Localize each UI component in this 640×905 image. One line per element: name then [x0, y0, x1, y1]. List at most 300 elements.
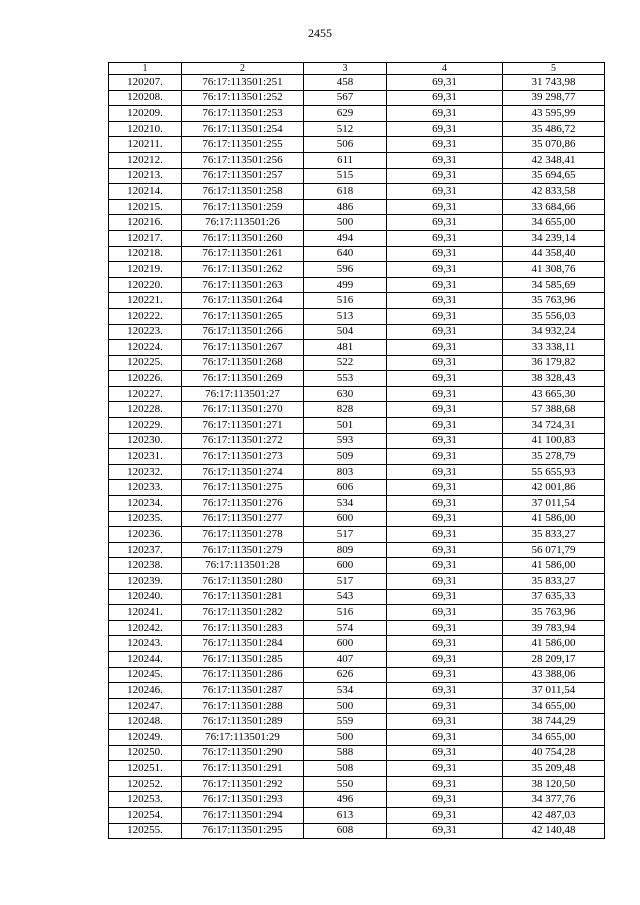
- cadastral-number-cell: 76:17:113501:276: [182, 496, 304, 512]
- rate-cell: 69,31: [387, 527, 503, 543]
- table-row: [109, 620, 605, 636]
- rate-cell: 69,31: [387, 792, 503, 808]
- cadastral-number-cell: 76:17:113501:286: [182, 667, 304, 683]
- cadastral-number-cell: 76:17:113501:258: [182, 184, 304, 200]
- cadastral-number-cell: 76:17:113501:254: [182, 121, 304, 137]
- table-row: [109, 449, 605, 465]
- rate-cell: 69,31: [387, 433, 503, 449]
- table-row: [109, 792, 605, 808]
- rate-cell: 69,31: [387, 371, 503, 387]
- amount-cell: 43 595,99: [503, 106, 605, 122]
- table-row: [109, 714, 605, 730]
- area-cell: 512: [304, 121, 387, 137]
- cadastral-number-cell: 76:17:113501:271: [182, 418, 304, 434]
- area-cell: 828: [304, 402, 387, 418]
- rate-cell: 69,31: [387, 729, 503, 745]
- table-row: [109, 121, 605, 137]
- amount-cell: 41 586,00: [503, 636, 605, 652]
- table-row: [109, 168, 605, 184]
- rate-cell: 69,31: [387, 277, 503, 293]
- amount-cell: 56 071,79: [503, 542, 605, 558]
- row-number-cell: 120213.: [109, 168, 182, 184]
- rate-cell: 69,31: [387, 75, 503, 91]
- amount-cell: 34 585,69: [503, 277, 605, 293]
- area-cell: 513: [304, 308, 387, 324]
- amount-cell: 38 744,29: [503, 714, 605, 730]
- amount-cell: 33 684,66: [503, 199, 605, 215]
- rate-cell: 69,31: [387, 418, 503, 434]
- row-number-cell: 120247.: [109, 698, 182, 714]
- amount-cell: 38 120,50: [503, 776, 605, 792]
- row-number-cell: 120237.: [109, 542, 182, 558]
- amount-cell: 34 655,00: [503, 215, 605, 231]
- row-number-cell: 120210.: [109, 121, 182, 137]
- cadastral-number-cell: 76:17:113501:292: [182, 776, 304, 792]
- row-number-cell: 120218.: [109, 246, 182, 262]
- area-cell: 600: [304, 511, 387, 527]
- row-number-cell: 120243.: [109, 636, 182, 652]
- amount-cell: 31 743,98: [503, 75, 605, 91]
- table-row: [109, 262, 605, 278]
- row-number-cell: 120229.: [109, 418, 182, 434]
- rate-cell: 69,31: [387, 683, 503, 699]
- table-row: [109, 574, 605, 590]
- row-number-cell: 120253.: [109, 792, 182, 808]
- table-row: [109, 106, 605, 122]
- cadastral-number-cell: 76:17:113501:273: [182, 449, 304, 465]
- amount-cell: 34 239,14: [503, 230, 605, 246]
- row-number-cell: 120239.: [109, 574, 182, 590]
- amount-cell: 34 724,31: [503, 418, 605, 434]
- rate-cell: 69,31: [387, 137, 503, 153]
- row-number-cell: 120252.: [109, 776, 182, 792]
- rate-cell: 69,31: [387, 152, 503, 168]
- area-cell: 481: [304, 340, 387, 356]
- area-cell: 534: [304, 683, 387, 699]
- rate-cell: 69,31: [387, 667, 503, 683]
- cadastral-number-cell: 76:17:113501:28: [182, 558, 304, 574]
- table-row: [109, 433, 605, 449]
- row-number-cell: 120217.: [109, 230, 182, 246]
- amount-cell: 36 179,82: [503, 355, 605, 371]
- row-number-cell: 120223.: [109, 324, 182, 340]
- table-row: [109, 651, 605, 667]
- rate-cell: 69,31: [387, 761, 503, 777]
- rate-cell: 69,31: [387, 464, 503, 480]
- table-row: [109, 371, 605, 387]
- row-number-cell: 120225.: [109, 355, 182, 371]
- cadastral-number-cell: 76:17:113501:279: [182, 542, 304, 558]
- cadastral-number-cell: 76:17:113501:26: [182, 215, 304, 231]
- table-row: [109, 340, 605, 356]
- cadastral-number-cell: 76:17:113501:274: [182, 464, 304, 480]
- table-row: [109, 75, 605, 91]
- table-row: [109, 464, 605, 480]
- amount-cell: 28 209,17: [503, 651, 605, 667]
- cadastral-number-cell: 76:17:113501:257: [182, 168, 304, 184]
- area-cell: 600: [304, 558, 387, 574]
- table-body: [109, 75, 605, 839]
- area-cell: 517: [304, 527, 387, 543]
- area-cell: 629: [304, 106, 387, 122]
- table-row: [109, 152, 605, 168]
- area-cell: 606: [304, 480, 387, 496]
- area-cell: 567: [304, 90, 387, 106]
- row-number-cell: 120248.: [109, 714, 182, 730]
- table-row: [109, 402, 605, 418]
- area-cell: 500: [304, 729, 387, 745]
- table-row: [109, 542, 605, 558]
- rate-cell: 69,31: [387, 714, 503, 730]
- area-cell: 618: [304, 184, 387, 200]
- row-number-cell: 120254.: [109, 807, 182, 823]
- rate-cell: 69,31: [387, 605, 503, 621]
- column-header: 5: [503, 63, 605, 75]
- amount-cell: 42 487,03: [503, 807, 605, 823]
- rate-cell: 69,31: [387, 745, 503, 761]
- rate-cell: 69,31: [387, 168, 503, 184]
- area-cell: 553: [304, 371, 387, 387]
- rate-cell: 69,31: [387, 558, 503, 574]
- table-row: [109, 386, 605, 402]
- amount-cell: 41 308,76: [503, 262, 605, 278]
- cadastral-number-cell: 76:17:113501:280: [182, 574, 304, 590]
- amount-cell: 35 763,96: [503, 293, 605, 309]
- row-number-cell: 120246.: [109, 683, 182, 699]
- area-cell: 458: [304, 75, 387, 91]
- table-row: [109, 776, 605, 792]
- cadastral-number-cell: 76:17:113501:253: [182, 106, 304, 122]
- rate-cell: 69,31: [387, 402, 503, 418]
- amount-cell: 42 001,86: [503, 480, 605, 496]
- amount-cell: 37 011,54: [503, 683, 605, 699]
- rate-cell: 69,31: [387, 90, 503, 106]
- row-number-cell: 120231.: [109, 449, 182, 465]
- amount-cell: 35 833,27: [503, 527, 605, 543]
- column-header: 2: [182, 63, 304, 75]
- row-number-cell: 120255.: [109, 823, 182, 839]
- rate-cell: 69,31: [387, 246, 503, 262]
- cadastral-number-cell: 76:17:113501:27: [182, 386, 304, 402]
- amount-cell: 34 655,00: [503, 729, 605, 745]
- cadastral-number-cell: 76:17:113501:275: [182, 480, 304, 496]
- amount-cell: 41 100,83: [503, 433, 605, 449]
- area-cell: 496: [304, 792, 387, 808]
- area-cell: 550: [304, 776, 387, 792]
- cadastral-number-cell: 76:17:113501:268: [182, 355, 304, 371]
- rate-cell: 69,31: [387, 293, 503, 309]
- rate-cell: 69,31: [387, 823, 503, 839]
- cadastral-number-cell: 76:17:113501:289: [182, 714, 304, 730]
- row-number-cell: 120236.: [109, 527, 182, 543]
- table-row: [109, 745, 605, 761]
- cadastral-number-cell: 76:17:113501:288: [182, 698, 304, 714]
- row-number-cell: 120240.: [109, 589, 182, 605]
- table-row: [109, 558, 605, 574]
- row-number-cell: 120222.: [109, 308, 182, 324]
- table-row: [109, 480, 605, 496]
- cadastral-number-cell: 76:17:113501:278: [182, 527, 304, 543]
- amount-cell: 35 694,65: [503, 168, 605, 184]
- amount-cell: 34 655,00: [503, 698, 605, 714]
- cadastral-number-cell: 76:17:113501:295: [182, 823, 304, 839]
- rate-cell: 69,31: [387, 386, 503, 402]
- table-row: [109, 293, 605, 309]
- row-number-cell: 120249.: [109, 729, 182, 745]
- amount-cell: 34 377,76: [503, 792, 605, 808]
- cadastral-number-cell: 76:17:113501:293: [182, 792, 304, 808]
- row-number-cell: 120207.: [109, 75, 182, 91]
- amount-cell: 38 328,43: [503, 371, 605, 387]
- rate-cell: 69,31: [387, 355, 503, 371]
- table-row: [109, 683, 605, 699]
- row-number-cell: 120224.: [109, 340, 182, 356]
- cadastral-number-cell: 76:17:113501:270: [182, 402, 304, 418]
- area-cell: 500: [304, 215, 387, 231]
- row-number-cell: 120211.: [109, 137, 182, 153]
- rate-cell: 69,31: [387, 215, 503, 231]
- rate-cell: 69,31: [387, 480, 503, 496]
- row-number-cell: 120251.: [109, 761, 182, 777]
- rate-cell: 69,31: [387, 511, 503, 527]
- table-row: [109, 308, 605, 324]
- area-cell: 515: [304, 168, 387, 184]
- rate-cell: 69,31: [387, 807, 503, 823]
- rate-cell: 69,31: [387, 106, 503, 122]
- area-cell: 640: [304, 246, 387, 262]
- rate-cell: 69,31: [387, 542, 503, 558]
- cadastral-number-cell: 76:17:113501:281: [182, 589, 304, 605]
- row-number-cell: 120244.: [109, 651, 182, 667]
- row-number-cell: 120233.: [109, 480, 182, 496]
- cadastral-number-cell: 76:17:113501:262: [182, 262, 304, 278]
- area-cell: 543: [304, 589, 387, 605]
- amount-cell: 34 932,24: [503, 324, 605, 340]
- area-cell: 522: [304, 355, 387, 371]
- column-header: 1: [109, 63, 182, 75]
- rate-cell: 69,31: [387, 262, 503, 278]
- header-row: [109, 63, 605, 75]
- area-cell: 516: [304, 293, 387, 309]
- area-cell: 803: [304, 464, 387, 480]
- table-row: [109, 230, 605, 246]
- cadastral-number-cell: 76:17:113501:277: [182, 511, 304, 527]
- row-number-cell: 120238.: [109, 558, 182, 574]
- table-row: [109, 823, 605, 839]
- row-number-cell: 120215.: [109, 199, 182, 215]
- rate-cell: 69,31: [387, 620, 503, 636]
- rate-cell: 69,31: [387, 449, 503, 465]
- row-number-cell: 120242.: [109, 620, 182, 636]
- area-cell: 630: [304, 386, 387, 402]
- area-cell: 509: [304, 449, 387, 465]
- amount-cell: 55 655,93: [503, 464, 605, 480]
- amount-cell: 35 833,27: [503, 574, 605, 590]
- amount-cell: 44 358,40: [503, 246, 605, 262]
- area-cell: 501: [304, 418, 387, 434]
- rate-cell: 69,31: [387, 199, 503, 215]
- rate-cell: 69,31: [387, 121, 503, 137]
- rate-cell: 69,31: [387, 651, 503, 667]
- cadastral-number-cell: 76:17:113501:265: [182, 308, 304, 324]
- amount-cell: 43 388,06: [503, 667, 605, 683]
- amount-cell: 42 348,41: [503, 152, 605, 168]
- area-cell: 611: [304, 152, 387, 168]
- table-row: [109, 729, 605, 745]
- amount-cell: 42 833,58: [503, 184, 605, 200]
- cadastral-number-cell: 76:17:113501:283: [182, 620, 304, 636]
- row-number-cell: 120227.: [109, 386, 182, 402]
- table-row: [109, 277, 605, 293]
- amount-cell: 39 298,77: [503, 90, 605, 106]
- row-number-cell: 120230.: [109, 433, 182, 449]
- table-row: [109, 90, 605, 106]
- cadastral-number-cell: 76:17:113501:272: [182, 433, 304, 449]
- page-number: 2455: [308, 26, 332, 40]
- amount-cell: 37 011,54: [503, 496, 605, 512]
- table-row: [109, 184, 605, 200]
- cadastral-number-cell: 76:17:113501:255: [182, 137, 304, 153]
- cadastral-number-cell: 76:17:113501:294: [182, 807, 304, 823]
- amount-cell: 41 586,00: [503, 511, 605, 527]
- amount-cell: 35 486,72: [503, 121, 605, 137]
- amount-cell: 57 388,68: [503, 402, 605, 418]
- cadastral-number-cell: 76:17:113501:267: [182, 340, 304, 356]
- amount-cell: 35 556,03: [503, 308, 605, 324]
- table-row: [109, 589, 605, 605]
- row-number-cell: 120219.: [109, 262, 182, 278]
- area-cell: 500: [304, 698, 387, 714]
- column-header: 3: [304, 63, 387, 75]
- rate-cell: 69,31: [387, 574, 503, 590]
- area-cell: 626: [304, 667, 387, 683]
- area-cell: 588: [304, 745, 387, 761]
- amount-cell: 40 754,28: [503, 745, 605, 761]
- area-cell: 596: [304, 262, 387, 278]
- table-row: [109, 605, 605, 621]
- table-row: [109, 355, 605, 371]
- area-cell: 407: [304, 651, 387, 667]
- amount-cell: 35 070,86: [503, 137, 605, 153]
- rate-cell: 69,31: [387, 308, 503, 324]
- amount-cell: 33 338,11: [503, 340, 605, 356]
- area-cell: 517: [304, 574, 387, 590]
- cadastral-number-cell: 76:17:113501:251: [182, 75, 304, 91]
- row-number-cell: 120226.: [109, 371, 182, 387]
- area-cell: 499: [304, 277, 387, 293]
- row-number-cell: 120228.: [109, 402, 182, 418]
- amount-cell: 35 209,48: [503, 761, 605, 777]
- amount-cell: 43 665,30: [503, 386, 605, 402]
- area-cell: 600: [304, 636, 387, 652]
- amount-cell: 39 783,94: [503, 620, 605, 636]
- area-cell: 559: [304, 714, 387, 730]
- table-row: [109, 418, 605, 434]
- table-row: [109, 246, 605, 262]
- rate-cell: 69,31: [387, 184, 503, 200]
- cadastral-number-cell: 76:17:113501:261: [182, 246, 304, 262]
- cadastral-number-cell: 76:17:113501:269: [182, 371, 304, 387]
- rate-cell: 69,31: [387, 776, 503, 792]
- cadastral-number-cell: 76:17:113501:285: [182, 651, 304, 667]
- amount-cell: 35 763,96: [503, 605, 605, 621]
- row-number-cell: 120209.: [109, 106, 182, 122]
- cadastral-number-cell: 76:17:113501:29: [182, 729, 304, 745]
- cadastral-number-cell: 76:17:113501:263: [182, 277, 304, 293]
- table-row: [109, 807, 605, 823]
- rate-cell: 69,31: [387, 496, 503, 512]
- amount-cell: 41 586,00: [503, 558, 605, 574]
- table-header: [109, 63, 605, 75]
- table-row: [109, 636, 605, 652]
- table-row: [109, 761, 605, 777]
- amount-cell: 35 278,79: [503, 449, 605, 465]
- cadastral-number-cell: 76:17:113501:256: [182, 152, 304, 168]
- row-number-cell: 120221.: [109, 293, 182, 309]
- rate-cell: 69,31: [387, 636, 503, 652]
- rate-cell: 69,31: [387, 324, 503, 340]
- cadastral-number-cell: 76:17:113501:252: [182, 90, 304, 106]
- table-row: [109, 199, 605, 215]
- table-row: [109, 698, 605, 714]
- cadastral-number-cell: 76:17:113501:264: [182, 293, 304, 309]
- amount-cell: 37 635,33: [503, 589, 605, 605]
- area-cell: 486: [304, 199, 387, 215]
- row-number-cell: 120234.: [109, 496, 182, 512]
- row-number-cell: 120208.: [109, 90, 182, 106]
- table-row: [109, 527, 605, 543]
- table-row: [109, 667, 605, 683]
- column-header: 4: [387, 63, 503, 75]
- amount-cell: 42 140,48: [503, 823, 605, 839]
- table-row: [109, 137, 605, 153]
- row-number-cell: 120250.: [109, 745, 182, 761]
- area-cell: 504: [304, 324, 387, 340]
- cadastral-number-cell: 76:17:113501:259: [182, 199, 304, 215]
- cadastral-number-cell: 76:17:113501:282: [182, 605, 304, 621]
- area-cell: 613: [304, 807, 387, 823]
- rate-cell: 69,31: [387, 230, 503, 246]
- cadastral-number-cell: 76:17:113501:290: [182, 745, 304, 761]
- area-cell: 506: [304, 137, 387, 153]
- row-number-cell: 120212.: [109, 152, 182, 168]
- row-number-cell: 120235.: [109, 511, 182, 527]
- area-cell: 534: [304, 496, 387, 512]
- cadastral-number-cell: 76:17:113501:287: [182, 683, 304, 699]
- row-number-cell: 120216.: [109, 215, 182, 231]
- area-cell: 494: [304, 230, 387, 246]
- row-number-cell: 120232.: [109, 464, 182, 480]
- row-number-cell: 120214.: [109, 184, 182, 200]
- table-row: [109, 324, 605, 340]
- table-row: [109, 215, 605, 231]
- area-cell: 593: [304, 433, 387, 449]
- row-number-cell: 120245.: [109, 667, 182, 683]
- row-number-cell: 120241.: [109, 605, 182, 621]
- area-cell: 574: [304, 620, 387, 636]
- area-cell: 516: [304, 605, 387, 621]
- rate-cell: 69,31: [387, 698, 503, 714]
- area-cell: 809: [304, 542, 387, 558]
- table-row: [109, 511, 605, 527]
- table-row: [109, 496, 605, 512]
- rate-cell: 69,31: [387, 340, 503, 356]
- row-number-cell: 120220.: [109, 277, 182, 293]
- registry-table: [108, 62, 605, 839]
- cadastral-number-cell: 76:17:113501:266: [182, 324, 304, 340]
- area-cell: 608: [304, 823, 387, 839]
- cadastral-number-cell: 76:17:113501:284: [182, 636, 304, 652]
